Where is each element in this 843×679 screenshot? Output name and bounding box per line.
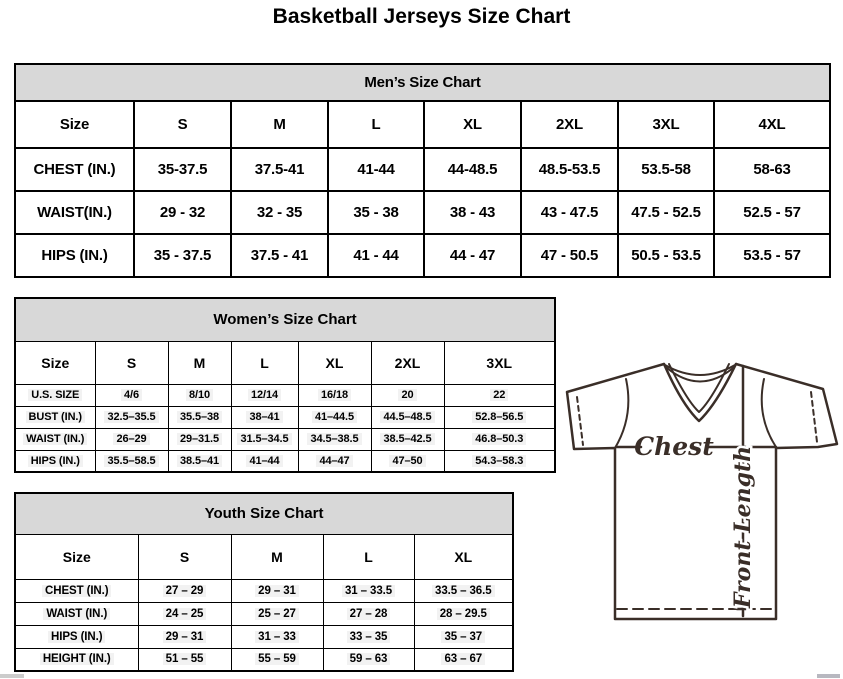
size-value-cell: 55 – 59: [231, 648, 323, 671]
chest-label: Chest: [634, 432, 714, 461]
front-length-label: Front Length: [730, 445, 756, 609]
horizontal-scrollbar-fragment-left[interactable]: [0, 674, 24, 678]
column-header-l: L: [231, 341, 298, 384]
row-label: CHEST (IN.): [15, 148, 134, 191]
size-value-cell: 31.5–34.5: [231, 428, 298, 450]
size-value-cell: 28 – 29.5: [414, 602, 513, 625]
column-header-l: L: [328, 101, 424, 148]
size-value-cell: 29 – 31: [138, 625, 231, 648]
size-value-cell: 33 – 35: [323, 625, 414, 648]
column-header-xl: XL: [424, 101, 521, 148]
size-value-cell: 35 - 38: [328, 191, 424, 234]
size-value-cell: 41–44.5: [298, 406, 371, 428]
row-label: WAIST(IN.): [15, 191, 134, 234]
womens-chart-title: Women’s Size Chart: [15, 298, 555, 341]
youth-chart-title-row: [15, 493, 513, 534]
jersey-armhole-seam-right: [762, 379, 776, 447]
column-header-s: S: [134, 101, 231, 148]
jersey-armhole-seam-left: [615, 379, 628, 448]
column-header-m: M: [168, 341, 231, 384]
size-value-cell: 25 – 27: [231, 602, 323, 625]
column-header-size: Size: [15, 534, 138, 579]
column-header-m: M: [231, 534, 323, 579]
size-value-cell: 52.5 - 57: [714, 191, 830, 234]
size-value-cell: 44-48.5: [424, 148, 521, 191]
row-label: WAIST (IN.): [15, 428, 95, 450]
youth-chart-title: Youth Size Chart: [15, 493, 513, 534]
womens-size-header-row: [15, 341, 555, 384]
row-label: WAIST (IN.): [15, 602, 138, 625]
column-header-3xl: 3XL: [618, 101, 714, 148]
column-header-s: S: [138, 534, 231, 579]
column-header-3xl: 3XL: [444, 341, 555, 384]
size-value-cell: 38.5–42.5: [371, 428, 444, 450]
mens-chart-title: Men’s Size Chart: [15, 64, 830, 101]
size-value-cell: 31 – 33: [231, 625, 323, 648]
womens-chart-title-row: [15, 298, 555, 341]
table-row: [15, 579, 513, 602]
column-header-m: M: [231, 101, 328, 148]
womens-size-chart-table: [14, 297, 556, 473]
size-value-cell: 44.5–48.5: [371, 406, 444, 428]
jersey-cuff-dashed-right: [811, 392, 817, 442]
size-value-cell: 44 - 47: [424, 234, 521, 277]
size-value-cell: 47.5 - 52.5: [618, 191, 714, 234]
table-row: [15, 148, 830, 191]
table-row: [15, 191, 830, 234]
size-value-cell: 35 – 37: [414, 625, 513, 648]
page-title: Basketball Jerseys Size Chart: [272, 5, 571, 28]
mens-size-header-row: [15, 101, 830, 148]
column-header-size: Size: [15, 101, 134, 148]
size-value-cell: 43 - 47.5: [521, 191, 618, 234]
size-value-cell: 8/10: [168, 384, 231, 406]
table-row: [15, 428, 555, 450]
mens-chart-title-row: [15, 64, 830, 101]
column-header-2xl: 2XL: [371, 341, 444, 384]
column-header-l: L: [323, 534, 414, 579]
size-value-cell: 53.5 - 57: [714, 234, 830, 277]
size-value-cell: 44–47: [298, 450, 371, 472]
column-header-4xl: 4XL: [714, 101, 830, 148]
size-value-cell: 50.5 - 53.5: [618, 234, 714, 277]
row-label: HIPS (IN.): [15, 625, 138, 648]
row-label: U.S. SIZE: [15, 384, 95, 406]
size-value-cell: 27 – 29: [138, 579, 231, 602]
size-value-cell: 35-37.5: [134, 148, 231, 191]
size-value-cell: 41–44: [231, 450, 298, 472]
size-value-cell: 58-63: [714, 148, 830, 191]
size-value-cell: 12/14: [231, 384, 298, 406]
size-value-cell: 63 – 67: [414, 648, 513, 671]
jersey-measurement-diagram: [562, 361, 843, 627]
size-value-cell: 38.5–41: [168, 450, 231, 472]
row-label: HEIGHT (IN.): [15, 648, 138, 671]
size-value-cell: 22: [444, 384, 555, 406]
size-value-cell: 32 - 35: [231, 191, 328, 234]
column-header-2xl: 2XL: [521, 101, 618, 148]
size-value-cell: 41 - 44: [328, 234, 424, 277]
size-value-cell: 29–31.5: [168, 428, 231, 450]
table-row: [15, 406, 555, 428]
size-value-cell: 20: [371, 384, 444, 406]
size-value-cell: 34.5–38.5: [298, 428, 371, 450]
youth-size-chart-table: [14, 492, 514, 672]
row-label: CHEST (IN.): [15, 579, 138, 602]
size-value-cell: 54.3–58.3: [444, 450, 555, 472]
table-row: [15, 602, 513, 625]
table-row: [15, 384, 555, 406]
size-value-cell: 4/6: [95, 384, 168, 406]
size-value-cell: 35 - 37.5: [134, 234, 231, 277]
size-value-cell: 16/18: [298, 384, 371, 406]
table-row: [15, 450, 555, 472]
column-header-xl: XL: [414, 534, 513, 579]
size-value-cell: 47–50: [371, 450, 444, 472]
size-value-cell: 24 – 25: [138, 602, 231, 625]
size-value-cell: 26–29: [95, 428, 168, 450]
table-row: [15, 625, 513, 648]
column-header-xl: XL: [298, 341, 371, 384]
size-value-cell: 35.5–58.5: [95, 450, 168, 472]
size-value-cell: 37.5-41: [231, 148, 328, 191]
column-header-s: S: [95, 341, 168, 384]
row-label: HIPS (IN.): [15, 450, 95, 472]
size-value-cell: 47 - 50.5: [521, 234, 618, 277]
size-value-cell: 33.5 – 36.5: [414, 579, 513, 602]
jersey-cuff-dashed-left: [577, 397, 583, 445]
size-value-cell: 31 – 33.5: [323, 579, 414, 602]
horizontal-scrollbar-fragment-right[interactable]: [817, 674, 840, 678]
size-value-cell: 48.5-53.5: [521, 148, 618, 191]
column-header-size: Size: [15, 341, 95, 384]
row-label: BUST (IN.): [15, 406, 95, 428]
size-value-cell: 35.5–38: [168, 406, 231, 428]
size-value-cell: 38–41: [231, 406, 298, 428]
size-value-cell: 52.8–56.5: [444, 406, 555, 428]
size-value-cell: 38 - 43: [424, 191, 521, 234]
row-label: HIPS (IN.): [15, 234, 134, 277]
youth-size-header-row: [15, 534, 513, 579]
size-value-cell: 29 – 31: [231, 579, 323, 602]
size-value-cell: 51 – 55: [138, 648, 231, 671]
size-value-cell: 41-44: [328, 148, 424, 191]
size-value-cell: 27 – 28: [323, 602, 414, 625]
size-value-cell: 59 – 63: [323, 648, 414, 671]
mens-size-chart-table: [14, 63, 831, 278]
table-row: [15, 648, 513, 671]
size-value-cell: 53.5-58: [618, 148, 714, 191]
size-value-cell: 46.8–50.3: [444, 428, 555, 450]
jersey-outline: [567, 364, 837, 619]
size-value-cell: 37.5 - 41: [231, 234, 328, 277]
table-row: [15, 234, 830, 277]
size-value-cell: 32.5–35.5: [95, 406, 168, 428]
size-value-cell: 29 - 32: [134, 191, 231, 234]
